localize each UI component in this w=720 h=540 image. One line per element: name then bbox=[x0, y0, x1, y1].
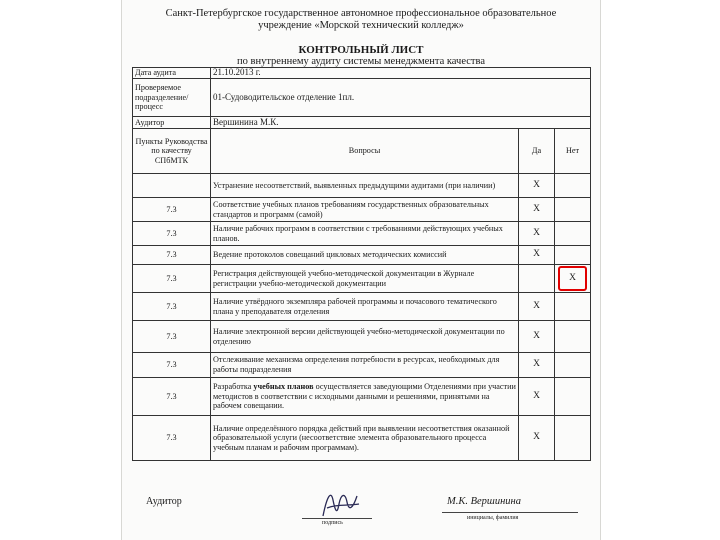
question-cell: Отслеживание механизма определения потребности в ресурсах, необходимых для работы подразделения bbox=[211, 353, 519, 378]
no-mark bbox=[555, 416, 591, 461]
table-row bbox=[133, 378, 591, 416]
no-mark bbox=[555, 198, 591, 222]
department-label: Проверяемое подразделение/ процесс bbox=[133, 79, 211, 117]
no-mark bbox=[555, 174, 591, 198]
document-title: КОНТРОЛЬНЫЙ ЛИСТ bbox=[298, 44, 424, 56]
document-subtitle: по внутреннему аудиту системы менеджмента качества bbox=[237, 56, 485, 67]
audit-date-value: 21.10.2013 г. bbox=[211, 68, 591, 79]
org-name-line2: учреждение «Морской технический колледж» bbox=[258, 20, 464, 31]
question-cell: Устранение несоответствий, выявленных предыдущими аудитами (при наличии) bbox=[211, 174, 519, 198]
yes-mark: Х bbox=[519, 378, 555, 416]
point-cell: 7.3 bbox=[133, 222, 211, 246]
table-row bbox=[133, 198, 591, 222]
no-mark bbox=[555, 246, 591, 265]
point-cell: 7.3 bbox=[133, 246, 211, 265]
signature-line bbox=[302, 518, 372, 519]
table-row bbox=[133, 174, 591, 198]
point-cell bbox=[133, 174, 211, 198]
table-row bbox=[133, 265, 591, 293]
column-header-yes: Да bbox=[519, 129, 555, 174]
checklist-table bbox=[132, 67, 591, 461]
table-row bbox=[133, 222, 591, 246]
yes-mark: Х bbox=[519, 174, 555, 198]
no-mark bbox=[555, 293, 591, 321]
question-cell: Наличие утвёрдного экземпляра рабочей программы и почасового тематического плана у преподавателя отделения bbox=[211, 293, 519, 321]
yes-mark: Х bbox=[519, 222, 555, 246]
yes-mark: Х bbox=[519, 246, 555, 265]
yes-mark: Х bbox=[519, 353, 555, 378]
point-cell: 7.3 bbox=[133, 416, 211, 461]
signature-caption: подпись bbox=[322, 520, 343, 526]
point-cell: 7.3 bbox=[133, 378, 211, 416]
yes-mark: Х bbox=[519, 416, 555, 461]
point-cell: 7.3 bbox=[133, 293, 211, 321]
point-cell: 7.3 bbox=[133, 321, 211, 353]
table-row bbox=[133, 321, 591, 353]
table-row bbox=[133, 353, 591, 378]
table-row bbox=[133, 246, 591, 265]
question-bold: учебных планов bbox=[253, 382, 314, 392]
no-mark bbox=[555, 353, 591, 378]
footer-auditor-label: Аудитор bbox=[146, 496, 182, 507]
highlight-box bbox=[558, 266, 587, 291]
column-header-questions: Вопросы bbox=[211, 129, 519, 174]
question-cell: Наличие электронной версии действующей учебно-методической документации по отделению bbox=[211, 321, 519, 353]
question-cell: Соответствие учебных планов требованиям государственных образовательных стандартов и программ (самой) bbox=[211, 198, 519, 222]
question-post: осуществляется заведующими Отделениями при участии методистов в соответствии с исходными данными и решениями, принятыми на рабочем совещании. bbox=[213, 382, 516, 411]
name-caption: инициалы, фамилия bbox=[467, 515, 519, 521]
column-header-no: Нет bbox=[555, 129, 591, 174]
question-cell: Регистрация действующей учебно-методической документации в Журнале регистрации учебно-методической документации bbox=[211, 265, 519, 293]
question-cell: Наличие рабочих программ в соответствии с требованиями действующих учебных планов. bbox=[211, 222, 519, 246]
question-cell: Наличие определённого порядка действий при выявлении несоответствия оказанной образовательной услуги (несоответствие элемента образовательного процесса учебным планам и рабочим программам). bbox=[211, 416, 519, 461]
no-mark bbox=[555, 222, 591, 246]
table-row bbox=[133, 293, 591, 321]
no-mark bbox=[555, 321, 591, 353]
question-pre: Разработка bbox=[213, 382, 252, 392]
point-cell: 7.3 bbox=[133, 198, 211, 222]
no-mark-highlighted bbox=[555, 265, 591, 293]
auditor-label: Аудитор bbox=[133, 117, 211, 129]
column-header-points: Пункты Руководства по качеству СПбМТК bbox=[133, 129, 211, 174]
yes-mark: Х bbox=[519, 321, 555, 353]
yes-mark: Х bbox=[519, 198, 555, 222]
table-row bbox=[133, 416, 591, 461]
point-cell: 7.3 bbox=[133, 353, 211, 378]
org-name-line1: Санкт-Петербургское государственное автономное профессиональное образовательное bbox=[165, 8, 557, 19]
name-line bbox=[442, 512, 578, 513]
yes-mark bbox=[519, 265, 555, 293]
yes-mark: Х bbox=[519, 293, 555, 321]
auditor-value: Вершинина М.К. bbox=[211, 117, 591, 129]
document-page bbox=[121, 0, 601, 540]
no-mark bbox=[555, 378, 591, 416]
signature-name: М.К. Вершинина bbox=[447, 496, 522, 507]
question-cell: Ведение протоколов совещаний цикловых методических комиссий bbox=[211, 246, 519, 265]
department-value: 01-Судоводительское отделение 1пл. bbox=[211, 79, 591, 117]
no-mark: Х bbox=[569, 272, 576, 283]
point-cell: 7.3 bbox=[133, 265, 211, 293]
question-cell bbox=[211, 378, 519, 416]
audit-date-label: Дата аудита bbox=[133, 68, 211, 79]
